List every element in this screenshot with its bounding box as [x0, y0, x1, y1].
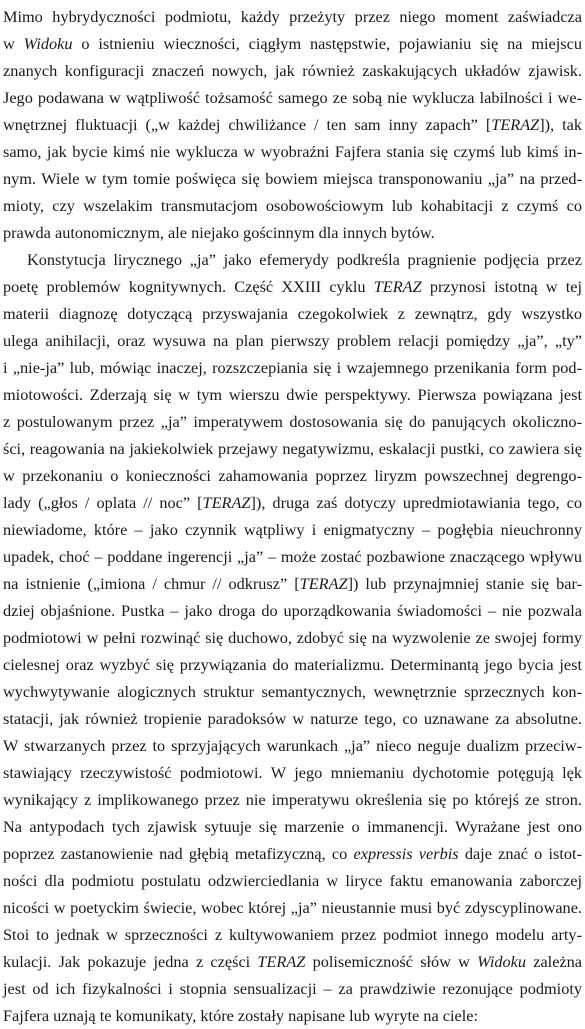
text-line: ulega anihilacji, oraz wysuwa na plan pierwszy problem relacji pomiędzy „ja”, „ty”	[3, 331, 582, 350]
text-line: miotowości. Zderzają się w tym wierszu dwie perspektywy. Pierwsza powiązana jest	[3, 385, 582, 404]
text-line: poetę problemów kognitywnych. Część XXIII cyklu TERAZ przynosi istotną w tej	[3, 277, 583, 296]
text-line: materii diagnozę dotyczącą przyswajania czegokolwiek z zewnątrz, gdy wszystko	[3, 304, 582, 323]
text-line: z postulowanym przez „ja” imperatywem dostosowania się do panujących okoliczno-	[3, 412, 582, 431]
text-line: Fajfera uznają te komunikaty, które zostały napisane lub wyryte na ciele:	[3, 1006, 478, 1025]
text-line: Mimo hybrydyczności podmiotu, każdy przeżyty przez niego moment zaświadcza	[3, 7, 582, 26]
text-line: na istnienie („imiona / chmur // odkrusz” [TERAZ]) lub przynajmniej stanie się bar-	[3, 574, 582, 593]
text-line: stawiający rzeczywistość podmiotowi. W jego mniemaniu dychotomie potęgują lęk	[3, 763, 582, 782]
text-line: nicości w poetyckim świecie, wobec której „ja” nieustannie musi być zdyscyplinowane.	[3, 898, 582, 917]
text-line: statacji, jak również tropienie paradoksów w naturze tego, co uznawane za absolutne.	[3, 709, 582, 728]
text-line: wychwytywanie alogicznych struktur semantycznych, wewnętrznie sprzecznych kon-	[3, 682, 582, 701]
text-line: w przekonaniu o konieczności zahamowania poprzez liryzm powszechnej degrengo-	[3, 466, 582, 485]
text-line: samo, jak bycie kimś nie wyklucza w wyobraźni Fajfera stania się czymś lub kimś in-	[3, 142, 582, 161]
text-line: poprzez zastanowienie nad głębią metafizyczną, co expressis verbis daje znać o istot-	[3, 844, 582, 863]
text-line: podmiotowi w pełni rozwinąć się duchowo, zdobyć się na wyzwolenie ze swojej formy	[3, 628, 582, 647]
text-line: kulacji. Jak pokazuje jedna z części TERAZ polisemiczność słów w Widoku zależna	[3, 952, 583, 971]
text-line: znanych konfiguracji znaczeń nowych, jak również zaskakujących układów zjawisk.	[3, 61, 582, 80]
paragraph	[3, 3, 582, 246]
text-line: W stwarzanych przez to sprzyjających warunkach „ja” nieco neguje dualizm przeciw-	[3, 736, 582, 755]
text-line: mioty, czy wszelakim transmutacjom osobowościowym lub kohabitacji z czymś co	[3, 196, 582, 215]
text-line: wynikający z implikowanego przez nie imperatywu określenia się po którejś ze stron.	[3, 790, 582, 809]
paragraph	[3, 246, 582, 1029]
text-line: niewiadome, które – jako czynnik wątpliwy i enigmatyczny – pogłębia nieuchronny	[3, 520, 582, 539]
text-line: Na antypodach tych zjawisk sytuuje się marzenie o immanencji. Wyrażane jest ono	[3, 817, 582, 836]
text-line: cielesnej oraz wyzbyć się przywiązania do materializmu. Determinantą jego bycia jest	[3, 655, 582, 674]
text-line: ści, reagowania na jakiekolwiek przejawy negatywizmu, eskalacji pustki, co zawiera się	[3, 439, 582, 458]
text-line: Stoi to jednak w sprzeczności z kultywowaniem przez podmiot innego modelu arty-	[3, 925, 582, 944]
text-line: i „nie-ja” lub, mówiąc inaczej, rozszczepiania się i wzajemnego przenikania form pod-	[3, 358, 582, 377]
text-line: Jego podawana w wątpliwość tożsamość samego ze sobą nie wyklucza labilności i we-	[3, 88, 582, 107]
text-line: Konstytucja lirycznego „ja” jako efemerydy podkreśla pragnienie podjęcia przez	[27, 250, 582, 269]
text-line: ności dla podmiotu postulatu odzwierciedlania w liryce faktu emanowania zaborczej	[3, 871, 582, 890]
text-line: upadek, choć – poddane ingerencji „ja” – może zostać pozbawione znaczącego wpływu	[3, 547, 582, 566]
text-line: lady („głos / oplata // noc” [TERAZ]), druga zaś dotyczy upredmiotawiania tego, co	[3, 493, 583, 512]
text-line: nym. Wiele w tym tomie poświęca się bowiem miejsca transponowaniu „ja” na przed-	[3, 169, 582, 188]
text-line: w Widoku o istnieniu wieczności, ciągłym następstwie, pojawianiu się na miejscu	[3, 34, 583, 53]
text-line: dziej objaśnione. Pustka – jako droga do uporządkowania świadomości – nie pozwala	[3, 601, 582, 620]
text-line: prawda autonomicznym, ale niejako gościnnym dla innych bytów.	[3, 223, 435, 242]
text-line: jest od ich fizykalności i stopnia sensualizacji – za prawdziwie rezonujące podmioty	[3, 979, 582, 998]
text-line: wnętrznej fluktuacji („w każdej chwiliżance / ten sam inny zapach” [TERAZ]), tak	[3, 115, 583, 134]
